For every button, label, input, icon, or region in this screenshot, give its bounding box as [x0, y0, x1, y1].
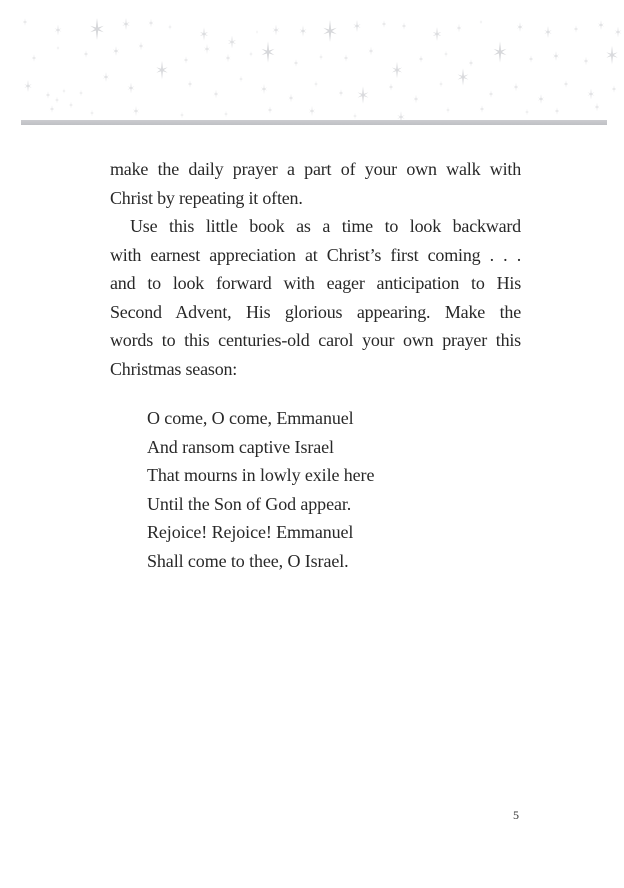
body-text-line: make the daily prayer a part of your own walk with — [110, 159, 521, 179]
carol-line: Until the Son of God appear. — [147, 493, 352, 514]
body-text-line: Use this little book as a time to look backward — [130, 216, 521, 236]
carol-line: That mourns in lowly exile here — [147, 465, 375, 485]
body-text-line: Second Advent, His glorious appearing. Make the — [110, 301, 521, 322]
carol-quote-block — [110, 404, 521, 575]
body-text-line: with earnest appreciation at Christ’s first coming . . . — [110, 244, 521, 265]
body-text-line: Christmas season: — [110, 358, 238, 379]
star-field-icon — [0, 0, 624, 126]
body-text-line: Christ by repeating it often. — [110, 187, 303, 208]
carol-line: Shall come to thee, O Israel. — [147, 550, 349, 571]
page-body-text — [110, 155, 521, 575]
body-text-line: and to look forward with eager anticipation to His — [110, 273, 521, 293]
chapter-header-decoration — [0, 0, 624, 126]
carol-line: Rejoice! Rejoice! Emmanuel — [147, 522, 354, 542]
page-number: 5 — [513, 808, 519, 822]
carol-line: And ransom captive Israel — [147, 436, 334, 457]
header-divider-rule — [21, 120, 607, 125]
body-text-line: words to this centuries-old carol your own prayer this — [110, 330, 521, 350]
carol-line: O come, O come, Emmanuel — [147, 408, 354, 428]
